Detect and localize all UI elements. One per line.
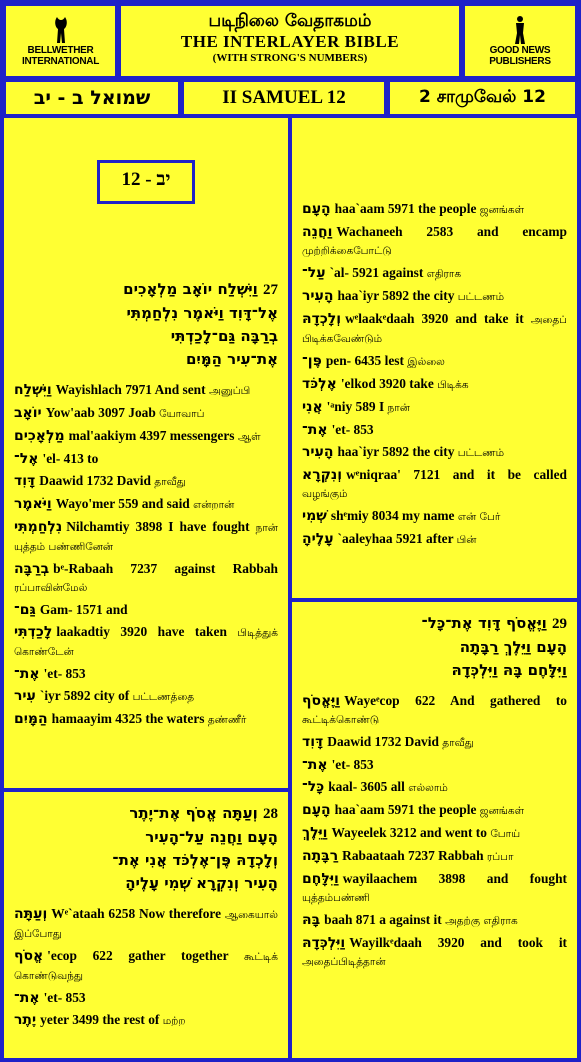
verse-line — [14, 826, 278, 849]
word-entry — [302, 375, 567, 394]
word-entry — [14, 687, 278, 706]
transliteration-gloss: `aaleyhaa 5921 after — [337, 531, 454, 546]
left-column-top — [4, 118, 288, 788]
transliteration-gloss: 'et- 853 — [43, 990, 86, 1005]
verse-line — [14, 802, 278, 826]
hebrew-word: גַּם־ — [14, 602, 36, 618]
hebrew-word: כָּל־ — [302, 779, 325, 795]
transliteration-gloss: yeter 3499 the rest of — [40, 1012, 160, 1027]
verse-line — [14, 325, 278, 348]
word-entry — [14, 450, 278, 468]
hebrew-word: אֶל־ — [14, 451, 39, 467]
hebrew-word: נִלְחַמְתִּי — [14, 519, 63, 535]
tamil-gloss: பிடிக்க — [437, 379, 469, 391]
hebrew-word: אֶלְכֹּד — [302, 376, 337, 392]
hebrew-word: וַיֵּלֶךְ — [302, 825, 328, 841]
tamil-gloss: நான் யுத்தம் பண்ணினேன் — [14, 522, 278, 553]
transliteration-gloss: bᵉ-Rabaah 7237 against Rabbah — [53, 561, 278, 576]
hebrew-word: הָעִיר — [302, 288, 334, 304]
tamil-gloss: பட்டணத்தை — [132, 691, 195, 703]
transliteration-gloss: `iyr 5892 city of — [39, 688, 130, 703]
word-entry — [14, 472, 278, 491]
tamil-gloss: கூட்டிக்கொண்டு — [302, 714, 380, 726]
hebrew-word: הָעָם — [302, 802, 331, 818]
hebrew-word: וַחֲנֵה — [302, 224, 333, 240]
tamil-gloss: ஜனங்கள் — [479, 204, 525, 216]
verse-line-text: אֶל־דָּוִד וַיֹּאמֶר נִלְחַמְתִּי — [126, 304, 278, 322]
word-entry — [14, 495, 278, 514]
tamil-gloss: ஆள் — [237, 431, 261, 443]
hebrew-word: עָלֶיהָ — [302, 531, 334, 547]
hebrew-word: וַיֶּאֱסֹף — [302, 693, 341, 709]
hebrew-word: פֶּן־ — [302, 353, 322, 369]
verse-line — [302, 636, 567, 659]
word-entry — [14, 665, 278, 683]
transliteration-gloss: wᵉniqraa' 7121 and it be called — [346, 467, 567, 482]
transliteration-gloss: wayilaachem 3898 and fought — [342, 871, 567, 886]
verse-number: 27 — [263, 282, 278, 298]
verse-line-text: וַיִּשְׁלַח יוֹאָב מַלְאָכִים — [123, 280, 258, 298]
transliteration-gloss: 'el- 413 to — [42, 451, 99, 466]
hebrew-word: דָּוִד — [14, 473, 36, 489]
title-tamil: படிநிலை வேதாகமம் — [208, 11, 372, 31]
hebrew-word: לָכַדְתִּי — [14, 624, 53, 640]
subtitle: (WITH STRONG'S NUMBERS) — [212, 52, 368, 64]
hebrew-word: הַמָּיִם — [14, 711, 48, 727]
verse-line-text: הָעָם וַיֵּלֶךְ רַבָּתָה — [459, 638, 567, 656]
tamil-gloss: தண்ணீர் — [207, 714, 247, 726]
transliteration-gloss: haa`iyr 5892 the city — [337, 288, 455, 303]
hebrew-word: אֶת־ — [14, 666, 40, 682]
hebrew-word: בָּהּ — [302, 912, 321, 928]
tamil-gloss: முற்றிக்கைபோட்டு — [302, 245, 392, 257]
word-entry — [302, 530, 567, 549]
word-entry — [14, 404, 278, 423]
hebrew-word: אֶת־ — [302, 757, 328, 773]
hebrew-word: אֶת־ — [302, 422, 328, 438]
word-entry — [14, 710, 278, 729]
hebrew-word: וַיִּלְכְּדָהּ — [302, 935, 346, 951]
hebrew-word: יֶתֶר — [14, 1012, 37, 1028]
word-entry — [302, 824, 567, 843]
tamil-gloss: நான் — [387, 402, 410, 414]
tamil-gloss: இல்லை — [407, 356, 445, 368]
hebrew-word: אֶת־ — [14, 990, 40, 1006]
word-entry — [302, 200, 567, 219]
transliteration-gloss: Daawid 1732 David — [327, 734, 439, 749]
hebrew-word: אֱסֹף — [14, 948, 44, 964]
tamil-gloss: தாவீது — [442, 737, 474, 749]
transliteration-gloss: baah 871 a against it — [324, 912, 442, 927]
reference-english: II SAMUEL 12 — [182, 80, 386, 116]
hebrew-word: וְנִקְרָא — [302, 467, 343, 483]
tamil-gloss: ஆகையால் இப்போது — [14, 909, 278, 940]
word-entry — [14, 1011, 278, 1030]
word-entry — [14, 601, 278, 619]
hebrew-word: שְׁמִי — [302, 508, 327, 524]
tamil-gloss: ஜனங்கள் — [479, 805, 525, 817]
hebrew-word: רַבָּתָה — [302, 848, 339, 864]
reference-tamil: 2 சாமுவேல் 12 — [388, 80, 577, 116]
word-entry — [302, 756, 567, 774]
verse-line-text: בְרַבָּה גַּם־לָכַדְתִּי — [170, 327, 278, 345]
transliteration-gloss: Yow'aab 3097 Joab — [45, 405, 156, 420]
tamil-gloss: மற்ற — [162, 1015, 186, 1027]
right-logo-line1: GOOD NEWS — [489, 45, 551, 56]
bellwether-logo — [4, 4, 117, 78]
word-entry — [302, 287, 567, 306]
tamil-gloss: யோவாப் — [159, 408, 205, 420]
left-column-bottom — [4, 792, 288, 1058]
tamil-gloss: பட்டணம் — [457, 447, 505, 459]
tamil-gloss: யுத்தம்பண்ணி — [302, 892, 370, 904]
transliteration-gloss: laakadtiy 3920 have taken — [56, 624, 227, 639]
tamil-gloss: என் பேர் — [457, 511, 501, 523]
word-entry — [14, 427, 278, 446]
hebrew-word: יוֹאָב — [14, 405, 42, 421]
transliteration-gloss: Wayilkᵉdaah 3920 and took it — [349, 935, 567, 950]
hebrew-word: דָּוִד — [302, 734, 324, 750]
transliteration-gloss: wᵉlaakᵉdaah 3920 and take it — [345, 311, 524, 326]
verse-text — [302, 612, 567, 682]
left-logo-line1: BELLWETHER — [27, 45, 94, 56]
verse-line-text: וַיִּלָּחֶם בָּהּ וַיִּלְכְּדָהּ — [451, 661, 567, 679]
hebrew-word: אֲנִי — [302, 399, 323, 415]
word-entry — [14, 560, 278, 597]
hebrew-word: עַל־ — [302, 265, 326, 281]
verse-line — [302, 659, 567, 682]
tamil-gloss: எதிராக — [426, 268, 462, 280]
verse-line-text: וְלָכְדָהּ פֶּן־אֶלְכֹּד אֲנִי אֶת־ — [112, 851, 278, 869]
word-entry — [302, 507, 567, 526]
word-entry — [302, 870, 567, 907]
transliteration-gloss: 'et- 853 — [43, 666, 86, 681]
transliteration-gloss: Daawid 1732 David — [39, 473, 151, 488]
tamil-gloss: அதைப் பிடிக்கவேண்டும் — [302, 314, 567, 345]
word-entry — [302, 443, 567, 462]
transliteration-gloss: 'et- 853 — [331, 757, 374, 772]
verse-line-text: וַיֶּאֱסֹף דָּוִד אֶת־כָּל־ — [421, 614, 547, 632]
tamil-gloss: பட்டணம் — [457, 291, 505, 303]
tamil-gloss: வழங்கும் — [302, 488, 348, 500]
transliteration-gloss: kaal- 3605 all — [328, 779, 405, 794]
tamil-gloss: போய் — [490, 828, 521, 840]
word-entry — [302, 692, 567, 729]
transliteration-gloss: Wayishlach 7971 And sent — [55, 382, 206, 397]
hebrew-word: עִיר — [14, 688, 36, 704]
word-entry — [302, 911, 567, 930]
word-entry — [302, 466, 567, 503]
tamil-gloss: அதைப்பிடித்தான் — [302, 956, 386, 968]
word-entry — [14, 518, 278, 556]
hebrew-word: מַלְאָכִים — [14, 428, 65, 444]
word-entry — [14, 905, 278, 943]
transliteration-gloss: mal'aakiym 4397 messengers — [68, 428, 235, 443]
hebrew-word: וְלָכְדָהּ — [302, 311, 342, 327]
verse-line — [302, 612, 567, 636]
word-entry — [14, 381, 278, 400]
transliteration-gloss: shᵉmiy 8034 my name — [330, 508, 455, 523]
verse-line — [14, 872, 278, 895]
word-entry — [302, 264, 567, 283]
word-entry — [14, 947, 278, 985]
tamil-gloss: ரப்பா — [486, 851, 514, 863]
word-entry — [302, 310, 567, 348]
transliteration-gloss: Wayeᵉcop 622 And gathered to — [344, 693, 567, 708]
hebrew-word: וְעַתָּה — [14, 906, 48, 922]
right-column-bottom — [292, 602, 577, 1058]
verse-line — [14, 278, 278, 302]
tamil-gloss: ரப்பாவின்மேல் — [14, 582, 88, 594]
hebrew-word: הָעִיר — [302, 444, 334, 460]
verse-text — [14, 278, 278, 371]
tamil-gloss: தாவீது — [154, 476, 186, 488]
right-column-top — [292, 118, 577, 598]
transliteration-gloss: Gam- 1571 and — [39, 602, 128, 617]
transliteration-gloss: pen- 6435 lest — [325, 353, 404, 368]
tamil-gloss: கூட்டிக் கொண்டுவந்து — [14, 951, 278, 982]
transliteration-gloss: haa`iyr 5892 the city — [337, 444, 455, 459]
reference-hebrew: שמואל ב - יב — [4, 80, 180, 116]
transliteration-gloss: hamaayim 4325 the waters — [51, 711, 205, 726]
title-block — [119, 4, 461, 78]
verse-text — [14, 802, 278, 895]
word-entry — [302, 847, 567, 866]
transliteration-gloss: Wayo'mer 559 and said — [55, 496, 190, 511]
verse-line-text: הָעִיר וְנִקְרָא שְׁמִי עָלֶיהָ — [125, 874, 278, 892]
word-entry — [302, 398, 567, 417]
chapter-label: 12 - יב — [97, 160, 195, 204]
hebrew-word: וַיִּלָּחֶם — [302, 871, 339, 887]
transliteration-gloss: haa`aam 5971 the people — [334, 201, 477, 216]
hebrew-word: וַיִּשְׁלַח — [14, 382, 52, 398]
verse-number: 28 — [263, 806, 278, 822]
left-logo-line2: INTERNATIONAL — [21, 56, 100, 67]
verse-line — [14, 849, 278, 872]
tamil-gloss: பிடித்துக் கொண்டேன் — [14, 627, 278, 658]
word-entry — [302, 352, 567, 371]
tamil-gloss: எல்லாம் — [408, 782, 448, 794]
verse-line — [14, 302, 278, 325]
transliteration-gloss: 'ecop 622 gather together — [47, 948, 229, 963]
verse-line-text: אֶת־עִיר הַמָּיִם — [185, 350, 278, 368]
word-entry — [302, 421, 567, 439]
right-logo-line2: PUBLISHERS — [489, 56, 551, 67]
transliteration-gloss: Wayeelek 3212 and went to — [331, 825, 487, 840]
title-english: THE INTERLAYER BIBLE — [180, 32, 400, 51]
transliteration-gloss: Wᵉ`ataah 6258 Now therefore — [51, 906, 222, 921]
transliteration-gloss: 'ᵃniy 589 I — [326, 399, 385, 414]
hebrew-word: וַיֹּאמֶר — [14, 496, 52, 512]
verse-number: 29 — [552, 616, 567, 632]
transliteration-gloss: Nilchamtiy 3898 I have fought — [66, 519, 250, 534]
transliteration-gloss: haa`aam 5971 the people — [334, 802, 477, 817]
word-entry — [14, 623, 278, 661]
bellwether-ram-icon — [52, 15, 70, 45]
verse-line-text: הָעָם וַחֲנֵה עַל־הָעִיר — [145, 828, 278, 846]
tamil-gloss: அதற்கு எதிராக — [445, 915, 518, 927]
hebrew-word: בְרַבָּה — [14, 561, 50, 577]
word-entry — [14, 989, 278, 1007]
good-news-logo — [463, 4, 577, 78]
word-entry — [302, 801, 567, 820]
word-entry — [302, 223, 567, 260]
word-entry — [302, 733, 567, 752]
transliteration-gloss: 'elkod 3920 take — [340, 376, 434, 391]
tamil-gloss: பின் — [456, 534, 477, 546]
word-entry — [302, 778, 567, 797]
hebrew-word: הָעָם — [302, 201, 331, 217]
word-entry — [302, 934, 567, 971]
transliteration-gloss: Rabaataah 7237 Rabbah — [342, 848, 484, 863]
good-news-figure-icon — [510, 15, 530, 45]
transliteration-gloss: `al- 5921 against — [329, 265, 424, 280]
tamil-gloss: அனுப்பி — [208, 385, 251, 397]
transliteration-gloss: Wachaneeh 2583 and encamp — [336, 224, 567, 239]
transliteration-gloss: 'et- 853 — [331, 422, 374, 437]
verse-line — [14, 348, 278, 371]
tamil-gloss: என்றான் — [193, 499, 235, 511]
verse-line-text: וְעַתָּה אֱסֹף אֶת־יֶתֶר — [129, 804, 258, 822]
